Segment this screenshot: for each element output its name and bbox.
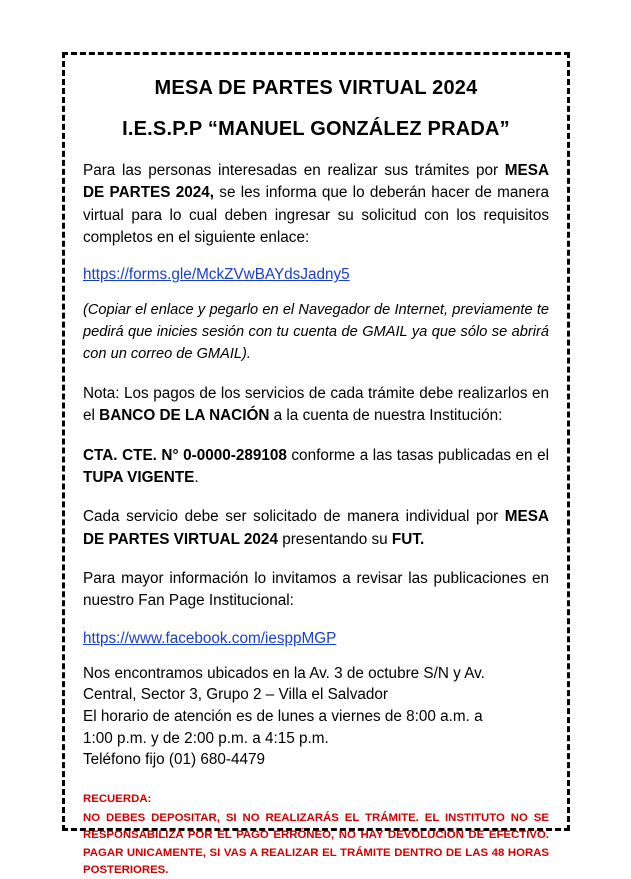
paragraph-instructions-bold-1: MESA DE PARTES 2024, bbox=[83, 162, 549, 202]
title-block bbox=[83, 75, 549, 143]
address-line-1: Nos encontramos ubicados en la Av. 3 de octubre S/N y Av. bbox=[83, 664, 485, 682]
paragraph-account-part-2: . bbox=[194, 468, 199, 486]
paragraph-service-part-1: Cada servicio debe ser solicitado de manera individual por bbox=[83, 508, 505, 526]
paragraph-payment-part-1: Nota: Los pagos de los servicios de cada trámite debe realizarlos en el bbox=[83, 384, 549, 425]
paragraph-service-request bbox=[83, 506, 549, 551]
address-line-5: Teléfono fijo (01) 680-4479 bbox=[83, 751, 265, 769]
warning-heading: RECUERDA: bbox=[83, 793, 152, 806]
poster-title-line-2: I.E.S.P.P “MANUEL GONZÁLEZ PRADA” bbox=[122, 118, 510, 140]
paragraph-instructions-part-1: Para las personas interesadas en realizar sus trámites por bbox=[83, 162, 505, 179]
paragraph-instructions-part-2: se les informa que lo deberán hacer de manera virtual para lo cual deben ingresar su solicitud con los requisitos completos en el siguiente enlace: bbox=[83, 184, 549, 246]
address-line-2: Central, Sector 3, Grupo 2 – Villa el Salvador bbox=[83, 686, 388, 704]
facebook-page-link[interactable]: https://www.facebook.com/iesppMGP bbox=[83, 629, 337, 647]
paragraph-service-bold-fut: FUT. bbox=[391, 530, 425, 548]
poster-title-line-1: MESA DE PARTES VIRTUAL 2024 bbox=[154, 77, 478, 99]
address-line-3: El horario de atención es de lunes a viernes de 8:00 a.m. a bbox=[83, 708, 483, 726]
paragraph-service-part-2: presentando su bbox=[277, 530, 392, 548]
paragraph-payment-bold-bank: BANCO DE LA NACIÓN bbox=[99, 407, 270, 425]
address-block bbox=[83, 663, 549, 772]
address-line-4: 1:00 p.m. y de 2:00 p.m. a 4:15 p.m. bbox=[83, 729, 329, 747]
paragraph-note-italic: (Copiar el enlace y pegarlo en el Navegador de Internet, previamente te pedirá que inicies sesión con tu cuenta de GMAIL ya que sólo se abrirá con un correo de GMAIL). bbox=[83, 302, 549, 363]
account-number: CTA. CTE. N° 0-0000-289108 bbox=[83, 446, 287, 464]
facebook-link-line bbox=[83, 630, 549, 648]
paragraph-account-part-1: conforme a las tasas publicadas en el bbox=[286, 446, 549, 464]
form-link-line bbox=[83, 266, 549, 284]
paragraph-payment bbox=[83, 383, 549, 428]
announcement-poster bbox=[62, 52, 570, 876]
paragraph-account bbox=[83, 445, 549, 490]
tupa-reference: TUPA VIGENTE bbox=[83, 468, 195, 486]
paragraph-payment-part-2: a la cuenta de nuestra Institución: bbox=[269, 407, 503, 425]
paragraph-instructions bbox=[83, 160, 549, 249]
warning-block bbox=[83, 791, 549, 879]
google-form-link[interactable]: https://forms.gle/MckZVwBAYdsJadny5 bbox=[83, 266, 350, 284]
warning-text: NO DEBES DEPOSITAR, SI NO REALIZARÁS EL TRÁMITE. EL INSTITUTO NO SE RESPONSABILIZA POR EL PAGO ERRÓNEO, NO HAY DEVOLUCIÓN DE EFECTIVO. PAGAR UNICAMENTE, SI VAS A REALIZAR EL TRÁMITE DENTRO DE LAS 48 HORAS POSTERIORES. bbox=[83, 812, 549, 876]
paragraph-more-info: Para mayor información lo invitamos a revisar las publicaciones en nuestro Fan Page Institucional: bbox=[83, 569, 549, 610]
paragraph-service-bold-1: MESA DE PARTES VIRTUAL 2024 bbox=[83, 508, 549, 548]
